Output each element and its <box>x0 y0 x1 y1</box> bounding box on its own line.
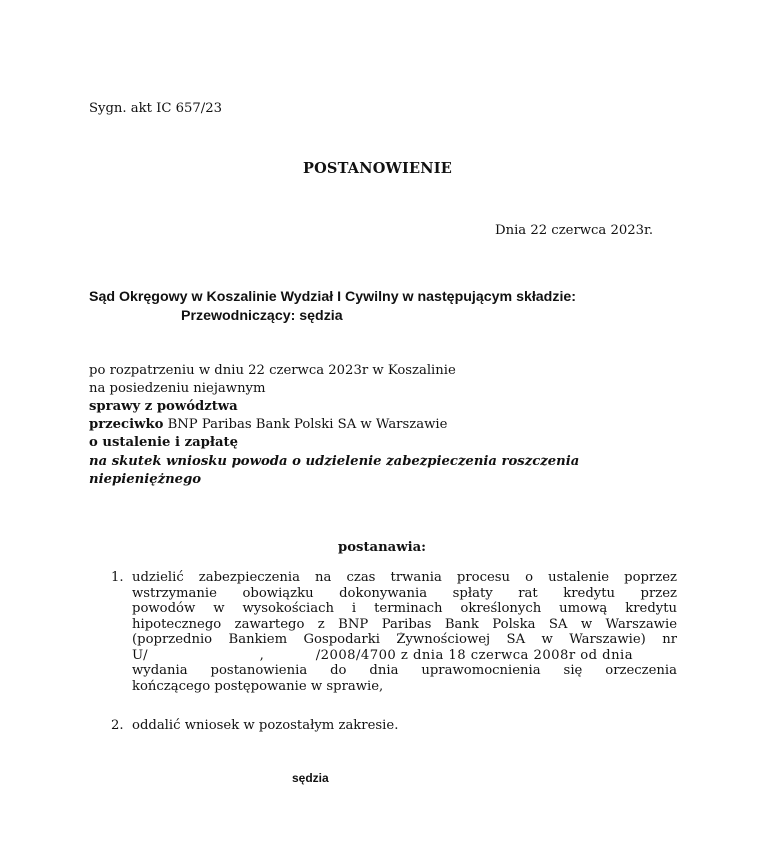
decision-item-1 <box>132 570 677 694</box>
agreement-number-prefix: U/ <box>132 647 148 663</box>
document-title: POSTANOWIENIE <box>303 160 452 177</box>
court-composition-line: Sąd Okręgowy w Koszalinie Wydział I Cywilny w następującym składzie: <box>89 289 576 305</box>
decision-item-1-line: wydania postanowienia do dnia uprawomocnienia się orzeczenia <box>132 663 677 678</box>
decision-item-2: oddalić wniosek w pozostałym zakresie. <box>132 718 399 733</box>
decision-item-1-line: powodów w wysokościach i terminach określonych umową kredytu <box>132 601 677 616</box>
case-label: sprawy z powództwa <box>89 399 238 414</box>
case-reference: Sygn. akt IC 657/23 <box>89 101 223 116</box>
decision-item-number-2: 2. <box>111 718 124 733</box>
presiding-judge-line: Przewodniczący: sędzia <box>181 308 343 324</box>
decision-item-1-line: wstrzymanie obowiązku dokonywania spłaty rat kredytu przez <box>132 585 677 601</box>
decision-heading: postanawia: <box>338 540 426 555</box>
proceedings-line-1: po rozpatrzeniu w dniu 22 czerwca 2023r w Koszalinie <box>89 363 456 378</box>
decision-item-1-line: hipotecznego zawartego z BNP Paribas Bank Polska SA w Warszawie <box>132 616 677 632</box>
decision-item-1-line: kończącego postępowanie w sprawie, <box>132 678 384 694</box>
agreement-number-suffix: /2008/4700 z dnia 18 czerwca 2008r od dnia <box>315 647 634 663</box>
judge-signature-label: sędzia <box>292 771 329 785</box>
decision-item-1-line: udzielić zabezpieczenia na czas trwania procesu o ustalenie poprzez <box>132 570 677 585</box>
case-subject: o ustalenie i zapłatę <box>89 435 238 450</box>
agreement-number-redacted-separator: , <box>259 647 264 663</box>
decision-item-1-line-redacted <box>132 648 677 664</box>
motion-line-2: niepieniężnego <box>89 472 202 487</box>
proceedings-line-2: na posiedzeniu niejawnym <box>89 381 266 396</box>
defendant-line <box>89 417 447 432</box>
document-date: Dnia 22 czerwca 2023r. <box>495 223 654 238</box>
against-label: przeciwko <box>89 417 164 432</box>
decision-item-1-line: (poprzednio Bankiem Gospodarki Żywnościowej SA w Warszawie) nr <box>132 632 677 647</box>
decision-item-number-1: 1. <box>111 570 124 585</box>
defendant-name: BNP Paribas Bank Polski SA w Warszawie <box>163 417 448 432</box>
motion-line-1: na skutek wniosku powoda o udzielenie zabezpieczenia roszczenia <box>89 454 580 469</box>
